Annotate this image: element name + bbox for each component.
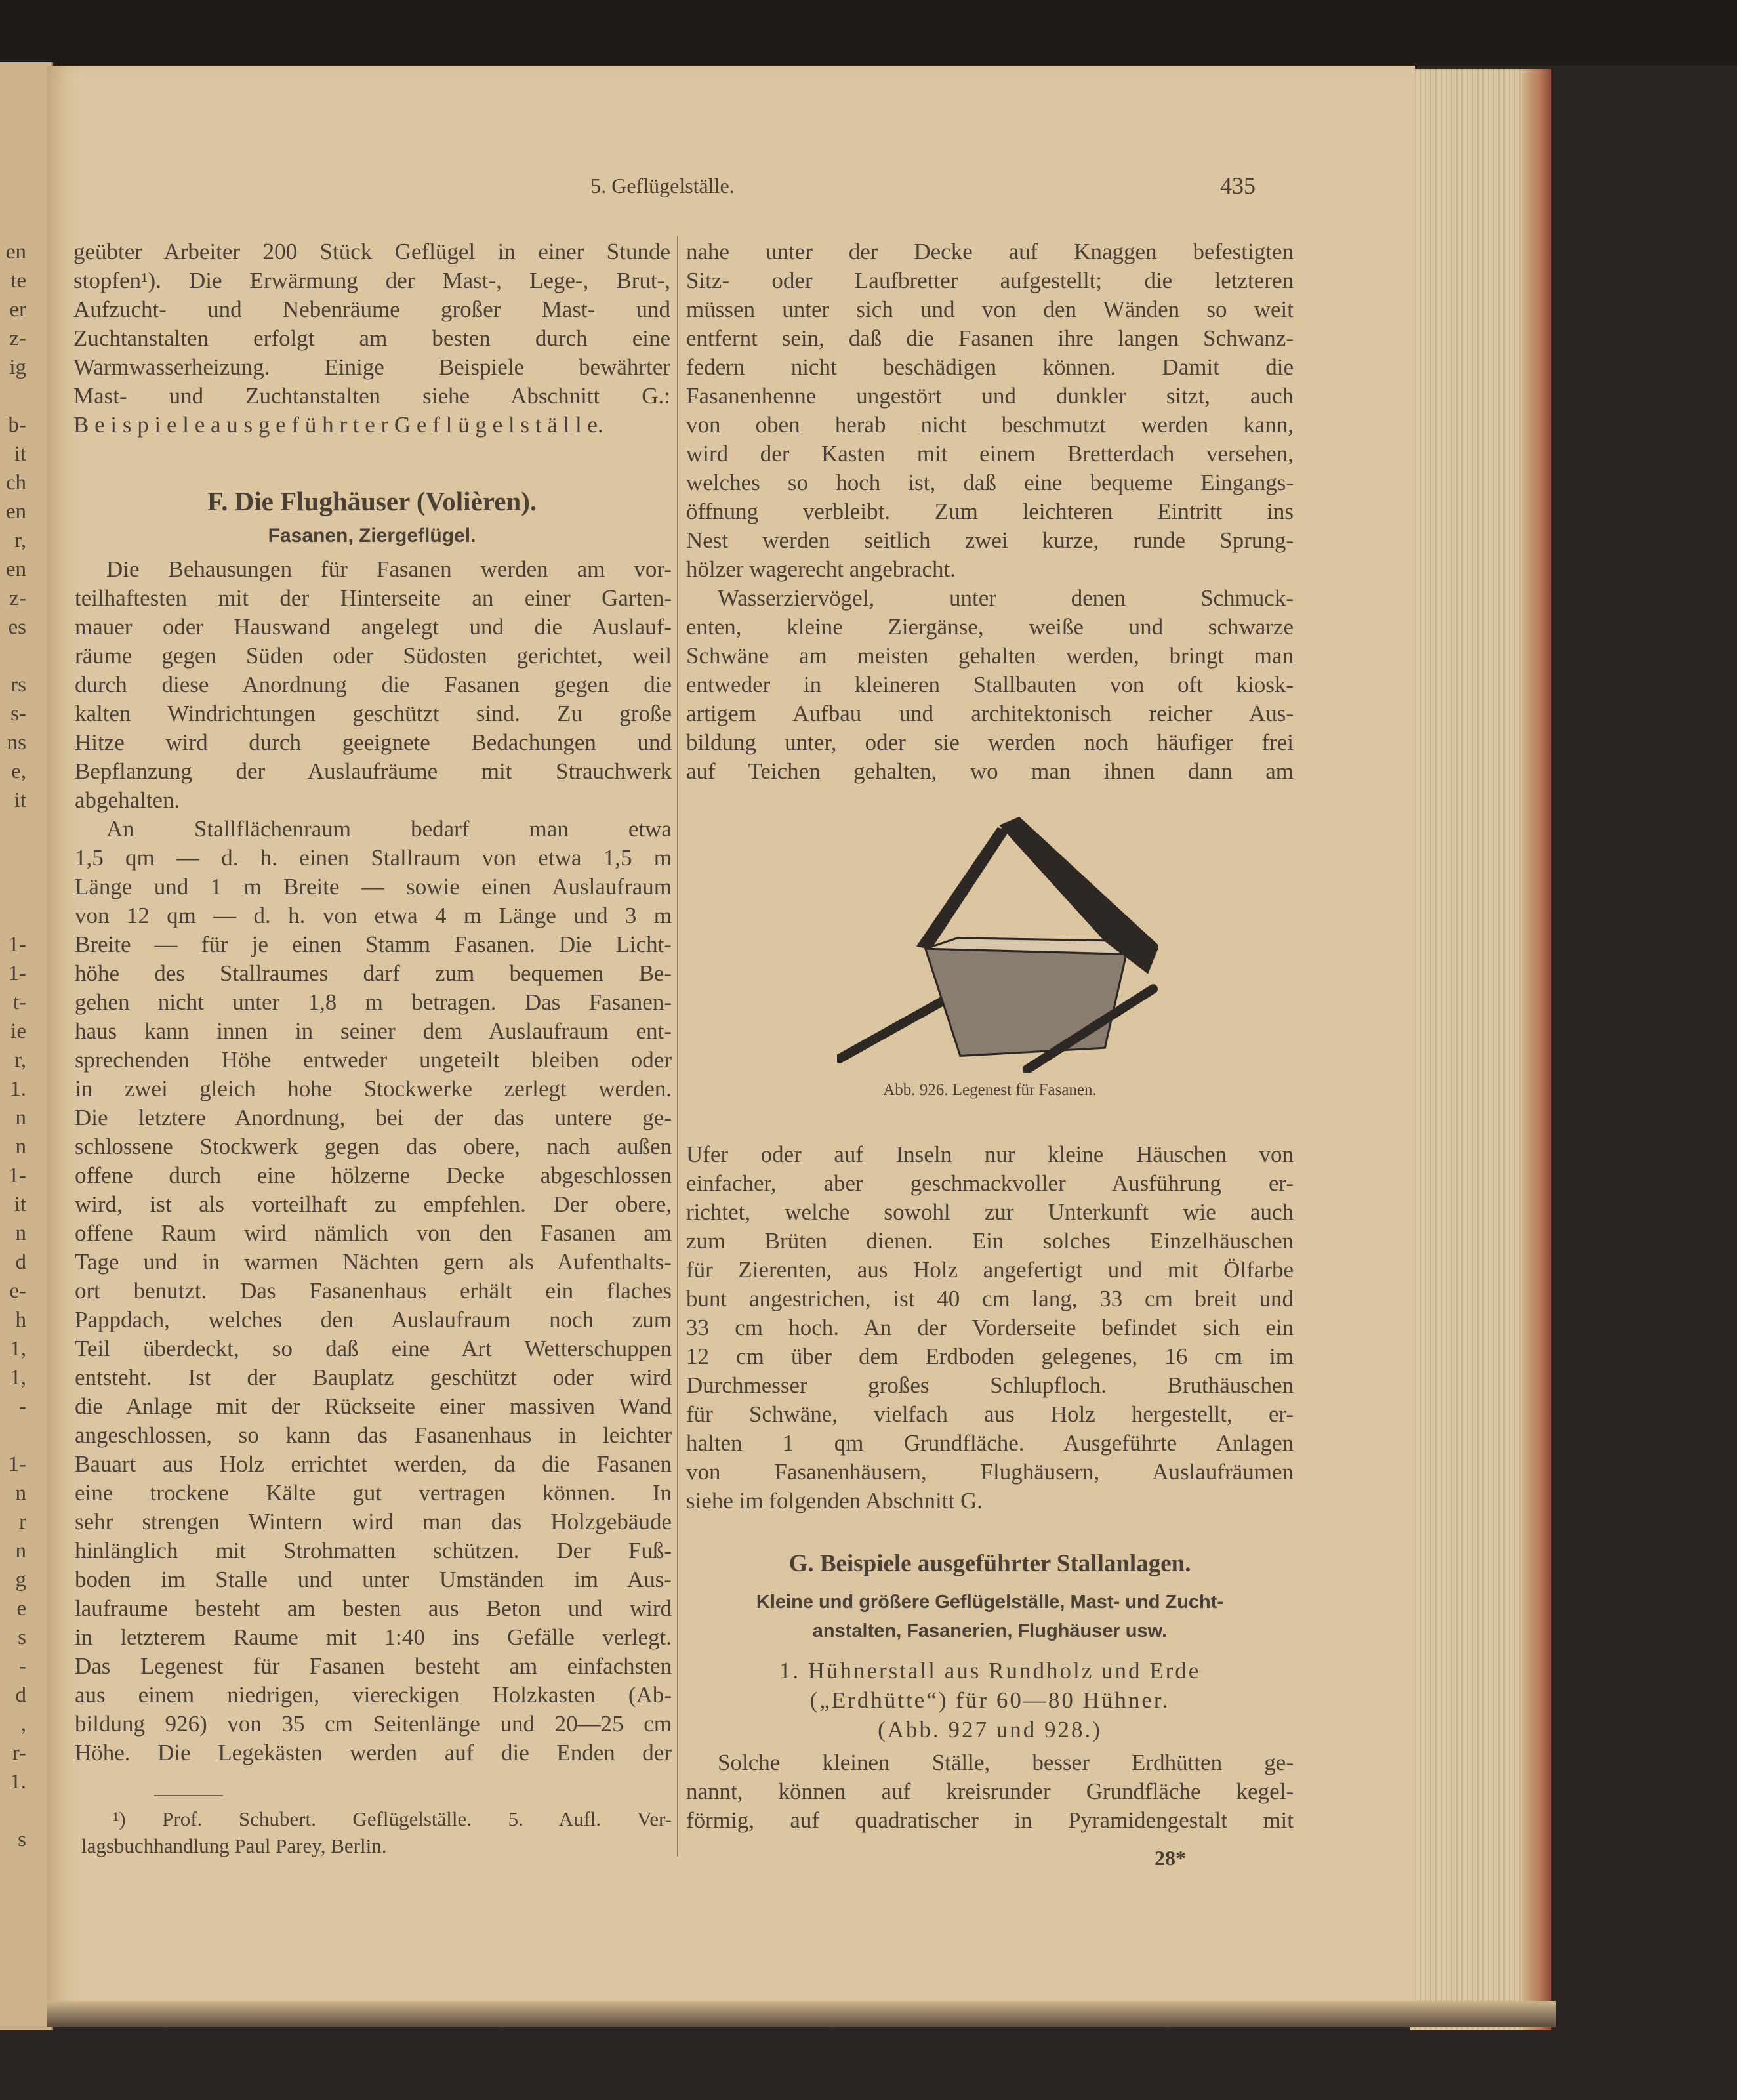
perch-left bbox=[840, 995, 955, 1059]
facing-page-fragment bbox=[0, 382, 26, 411]
right-column-body-middle bbox=[686, 1140, 1294, 1515]
text-line: höhe des Stallraumes darf zum bequemen Be- bbox=[75, 960, 672, 986]
text-line: laufraume besteht am besten aus Beton und wird bbox=[75, 1596, 672, 1621]
facing-page-fragment: en bbox=[5, 558, 26, 581]
text-line: räume gegen Süden oder Südosten gerichtet, weil bbox=[75, 643, 672, 669]
facing-page-fragment: s bbox=[18, 1626, 26, 1649]
facing-page-fragment: - bbox=[19, 1395, 26, 1418]
facing-page-fragment: er bbox=[9, 298, 26, 321]
text-line: Wasserziervögel, unter denen Schmuck- bbox=[718, 585, 1294, 611]
text-line: hinlänglich mit Strohmatten schützen. Der Fuß- bbox=[75, 1538, 672, 1563]
right-column-body-bottom bbox=[686, 1748, 1294, 1835]
text-line: 12 cm über dem Erdboden gelegenes, 16 cm im bbox=[686, 1344, 1294, 1369]
text-line: richtet, welche sowohl zur Unterkunft wie auch bbox=[686, 1199, 1294, 1225]
text-line: anstalten, Fasanerien, Flughäuser usw. bbox=[812, 1620, 1168, 1641]
text-line: hölzer wagerecht angebracht. bbox=[686, 556, 956, 582]
text-line: offene durch eine hölzerne Decke abgeschlossen bbox=[75, 1163, 672, 1188]
text-line: Die letztere Anordnung, bei der das untere ge- bbox=[75, 1105, 672, 1130]
text-line: geübter Arbeiter 200 Stück Geflügel in einer Stunde bbox=[73, 239, 670, 264]
text-line: für Schwäne, vielfach aus Holz hergestellt, er- bbox=[686, 1401, 1294, 1427]
text-line: sehr strengen Wintern wird man das Holzgebäude bbox=[75, 1509, 672, 1534]
facing-page-fragment bbox=[0, 1796, 26, 1825]
text-line: stopfen¹). Die Erwärmung der Mast-, Lege-, Brut-, bbox=[73, 268, 670, 293]
facing-page-fragment: g bbox=[15, 1568, 26, 1592]
facing-page-fragment: b- bbox=[8, 413, 26, 437]
facing-page-fragment: te bbox=[10, 269, 26, 293]
text-line: durch diese Anordnung die Fasanen gegen die bbox=[75, 672, 672, 697]
facing-page-fragment: d bbox=[15, 1250, 26, 1274]
signature-mark: 28* bbox=[1155, 1846, 1186, 1870]
facing-page-fragment: 1, bbox=[10, 1366, 26, 1390]
facing-page-fragment: r bbox=[19, 1510, 26, 1534]
text-line: öffnung verbleibt. Zum leichteren Eintritt ins bbox=[686, 499, 1294, 524]
text-line: ¹) Prof. Schubert. Geflügelställe. 5. Aufl. Ver- bbox=[113, 1807, 672, 1830]
text-line: B e i s p i e l e a u s g e f ü h r t e r G e f l ü g e l s t ä l l e. bbox=[73, 412, 603, 438]
text-line: bildung unter, oder sie werden noch häufiger frei bbox=[686, 730, 1294, 755]
facing-page-fragments bbox=[0, 237, 26, 1854]
facing-page-fragment: es bbox=[8, 615, 26, 639]
item-title-huehnerstall bbox=[686, 1656, 1294, 1744]
text-line: einfacher, aber geschmackvoller Ausführung er- bbox=[686, 1170, 1294, 1196]
facing-page-fragment: n bbox=[15, 1106, 26, 1130]
facing-page-fragment: 1. bbox=[10, 1077, 26, 1101]
scan-background-top bbox=[0, 0, 1737, 66]
text-line: 1,5 qm — d. h. einen Stallraum von etwa 1,5 m bbox=[75, 845, 672, 871]
text-line: aus einem niedrigen, viereckigen Holzkasten (Ab- bbox=[75, 1682, 672, 1708]
text-line: Nest werden seitlich zwei kurze, runde Sprung- bbox=[686, 527, 1294, 553]
left-column-intro bbox=[73, 237, 670, 440]
text-line: Fasanenhenne ungestört und dunkler sitzt, auch bbox=[686, 383, 1294, 409]
facing-page-fragment: 1- bbox=[8, 1164, 26, 1187]
text-line: die Anlage mit der Rückseite einer massiven Wand bbox=[75, 1393, 672, 1419]
text-line: angeschlossen, so kann das Fasanenhaus in leichter bbox=[75, 1422, 672, 1448]
facing-page-fragment bbox=[0, 642, 26, 670]
text-line: von oben herab nicht beschmutzt werden kann, bbox=[686, 412, 1294, 438]
text-line: in zwei gleich hohe Stockwerke zerlegt werden. bbox=[75, 1076, 672, 1101]
facing-page-fragment bbox=[0, 873, 26, 901]
facing-page-fragment: it bbox=[14, 442, 26, 466]
facing-page-fragment: en bbox=[5, 240, 26, 264]
text-line: nahe unter der Decke auf Knaggen befestigten bbox=[686, 239, 1294, 264]
text-line: Schwäne am meisten gehalten werden, bringt man bbox=[686, 643, 1294, 669]
text-line: abgehalten. bbox=[75, 787, 180, 813]
text-line: welches so hoch ist, daß eine bequeme Eingangs- bbox=[686, 470, 1294, 495]
facing-page-fragment: it bbox=[14, 1193, 26, 1216]
text-line: müssen unter sich und von den Wänden so weit bbox=[686, 297, 1294, 322]
facing-page-fragment: rs bbox=[10, 673, 26, 697]
text-line: eine trockene Kälte gut vertragen können. In bbox=[75, 1480, 672, 1506]
text-line: entsteht. Ist der Bauplatz geschützt oder wird bbox=[75, 1365, 672, 1390]
book-cover-edge bbox=[1522, 69, 1551, 2030]
facing-page-fragment: s bbox=[18, 1828, 26, 1851]
text-line: für Zierenten, aus Holz angefertigt und mit Ölfarbe bbox=[686, 1257, 1294, 1283]
facing-page-fragment: it bbox=[14, 789, 26, 812]
footnote bbox=[81, 1805, 672, 1859]
text-line: Sitz- oder Laufbretter aufgestellt; die letzteren bbox=[686, 268, 1294, 293]
text-line: auf Teichen gehalten, wo man ihnen dann am bbox=[686, 758, 1294, 784]
text-line: schlossene Stockwerk gegen das obere, nach außen bbox=[75, 1134, 672, 1159]
text-line: lagsbuchhandlung Paul Parey, Berlin. bbox=[81, 1834, 387, 1857]
text-line: Pappdach, welches den Auslaufraum noch zum bbox=[75, 1307, 672, 1332]
running-header: 5. Geflügelställe. bbox=[590, 174, 735, 197]
text-line: bunt angestrichen, ist 40 cm lang, 33 cm breit und bbox=[686, 1286, 1294, 1311]
text-line: wird der Kasten mit einem Bretterdach versehen, bbox=[686, 441, 1294, 466]
text-line: siehe im folgenden Abschnitt G. bbox=[686, 1488, 983, 1513]
text-line: Solche kleinen Ställe, besser Erdhütten ge- bbox=[718, 1750, 1294, 1775]
facing-page-fragment: z- bbox=[9, 587, 26, 610]
facing-page-fragment: n bbox=[15, 1539, 26, 1563]
facing-page-fragment: ns bbox=[7, 731, 26, 754]
facing-page-fragment: e bbox=[16, 1597, 26, 1620]
text-line: von 12 qm — d. h. von etwa 4 m Länge und 3 m bbox=[75, 903, 672, 928]
facing-page-fragment bbox=[0, 815, 26, 844]
text-line: Länge und 1 m Breite — sowie einen Auslaufraum bbox=[75, 874, 672, 899]
facing-page-fragment: en bbox=[5, 500, 26, 524]
text-line: ort benutzt. Das Fasanenhaus erhält ein flaches bbox=[75, 1278, 672, 1304]
text-line: (Abb. 927 und 928.) bbox=[878, 1717, 1102, 1742]
facing-page-fragment: 1- bbox=[8, 933, 26, 957]
facing-page-fragment: t- bbox=[12, 991, 26, 1014]
page-bottom-shadow bbox=[47, 2001, 1556, 2027]
facing-page-fragment: - bbox=[19, 1655, 26, 1678]
facing-page-fragment: 1, bbox=[10, 1337, 26, 1361]
text-line: mauer oder Hauswand angelegt und die Auslauf- bbox=[75, 614, 672, 640]
text-line: halten 1 qm Grundfläche. Ausgeführte Anlagen bbox=[686, 1430, 1294, 1456]
facing-page-fragment: 1- bbox=[8, 962, 26, 985]
text-line: Kleine und größere Geflügelställe, Mast- und Zucht- bbox=[756, 1592, 1224, 1613]
text-line: teilhaftesten mit der Hinterseite an einer Garten- bbox=[75, 585, 672, 611]
text-line: An Stallflächenraum bedarf man etwa bbox=[106, 816, 672, 842]
text-line: federn nicht beschädigen können. Damit die bbox=[686, 354, 1294, 380]
page-number: 435 bbox=[1220, 173, 1256, 199]
legenest-illustration bbox=[837, 817, 1158, 1073]
text-line: kalten Windrichtungen geschützt sind. Zu große bbox=[75, 701, 672, 726]
text-line: 1. Hühnerstall aus Rundholz und Erde bbox=[779, 1658, 1201, 1683]
facing-page-fragment: e- bbox=[9, 1279, 26, 1303]
text-line: wird, ist als vorteilhaft zu empfehlen. Der obere, bbox=[75, 1191, 672, 1217]
facing-page-fragment: r, bbox=[14, 529, 26, 552]
right-column-body-top bbox=[686, 237, 1294, 786]
roof-board-left bbox=[918, 828, 1009, 949]
nest-box bbox=[926, 949, 1126, 1056]
text-line: Das Legenest für Fasanen besteht am einfachsten bbox=[75, 1653, 672, 1679]
facing-page-fragment: 1- bbox=[8, 1452, 26, 1476]
text-line: Höhe. Die Legekästen werden auf die Enden der bbox=[75, 1740, 672, 1765]
section-subheading-g bbox=[686, 1588, 1294, 1645]
text-line: Teil überdeckt, so daß eine Art Wetterschuppen bbox=[75, 1336, 672, 1361]
facing-page-fragment: ie bbox=[10, 1019, 26, 1043]
facing-page-fragment: 1. bbox=[10, 1770, 26, 1794]
facing-page-fragment: h bbox=[15, 1308, 26, 1332]
facing-page-fragment: ig bbox=[9, 356, 26, 379]
text-line: („Erdhütte“) für 60—80 Hühner. bbox=[809, 1687, 1170, 1713]
facing-page-fragment bbox=[0, 844, 26, 873]
text-line: gehen nicht unter 1,8 m betragen. Das Fasanen- bbox=[75, 989, 672, 1015]
text-line: Mast- und Zuchtanstalten siehe Abschnitt G.: bbox=[73, 383, 670, 409]
text-line: offene Raum wird nämlich von den Fasanen am bbox=[75, 1220, 672, 1246]
text-line: bildung 926) von 35 cm Seitenlänge und 20—25 cm bbox=[75, 1711, 672, 1737]
text-line: entweder in kleineren Stallbauten von oft kiosk- bbox=[686, 672, 1294, 697]
facing-page-fragment: r- bbox=[12, 1741, 26, 1765]
text-line: Ufer oder auf Inseln nur kleine Häuschen von bbox=[686, 1142, 1294, 1167]
text-line: förmig, auf quadratischer in Pyramidengestalt mit bbox=[686, 1807, 1294, 1833]
text-line: entfernt sein, daß die Fasanen ihre langen Schwanz- bbox=[686, 325, 1294, 351]
text-line: boden im Stalle und unter Umständen im Aus- bbox=[75, 1567, 672, 1592]
text-line: artigem Aufbau und architektonisch reicher Aus- bbox=[686, 701, 1294, 726]
text-line: von Fasanenhäusern, Flughäusern, Auslaufräumen bbox=[686, 1459, 1294, 1485]
text-line: Die Behausungen für Fasanen werden am vor- bbox=[106, 556, 672, 582]
facing-page-fragment bbox=[0, 901, 26, 930]
text-line: haus kann innen in seiner dem Auslaufraum ent- bbox=[75, 1018, 672, 1044]
figure-caption: Abb. 926. Legenest für Fasanen. bbox=[883, 1081, 1097, 1099]
facing-page-fragment: , bbox=[20, 1712, 26, 1736]
text-line: in letzterem Raume mit 1:40 ins Gefälle verlegt. bbox=[75, 1624, 672, 1650]
text-line: Bepflanzung der Auslaufräume mit Strauchwerk bbox=[75, 758, 672, 784]
text-line: Warmwasserheizung. Einige Beispiele bewährter bbox=[73, 354, 670, 380]
facing-page-fragment: z- bbox=[9, 327, 26, 350]
text-line: 33 cm hoch. An der Vorderseite befindet sich ein bbox=[686, 1315, 1294, 1340]
section-heading-f: F. Die Flughäuser (Volièren). bbox=[207, 486, 537, 516]
text-line: Durchmesser großes Schlupfloch. Bruthäuschen bbox=[686, 1372, 1294, 1398]
facing-page-fragment: n bbox=[15, 1481, 26, 1505]
facing-page-fragment: e, bbox=[11, 760, 26, 783]
section-subheading-f: Fasanen, Ziergeflügel. bbox=[268, 525, 476, 546]
facing-page-fragment: r, bbox=[14, 1048, 26, 1072]
facing-page-fragment: n bbox=[15, 1222, 26, 1245]
section-heading-g: G. Beispiele ausgeführter Stallanlagen. bbox=[788, 1550, 1191, 1577]
left-column-body bbox=[75, 555, 672, 1767]
facing-page-fragment: ch bbox=[5, 471, 26, 495]
text-line: Zuchtanstalten erfolgt am besten durch eine bbox=[73, 325, 670, 351]
text-line: Tage und in warmen Nächten gern als Aufenthalts- bbox=[75, 1249, 672, 1275]
text-line: Aufzucht- und Nebenräume großer Mast- und bbox=[73, 297, 670, 322]
facing-page-fragment: s- bbox=[10, 702, 26, 726]
text-line: Breite — für je einen Stamm Fasanen. Die Licht- bbox=[75, 932, 672, 957]
text-line: nannt, können auf kreisrunder Grundfläche kegel- bbox=[686, 1779, 1294, 1804]
text-line: enten, kleine Ziergänse, weiße und schwarze bbox=[686, 614, 1294, 640]
facing-page-fragment bbox=[0, 1421, 26, 1450]
text-line: Bauart aus Holz errichtet werden, da die Fasanen bbox=[75, 1451, 672, 1477]
figure-legenest bbox=[837, 817, 1158, 1073]
text-line: Hitze wird durch geeignete Bedachungen und bbox=[75, 730, 672, 755]
text-line: zum Brüten dienen. Ein solches Einzelhäuschen bbox=[686, 1228, 1294, 1254]
text-line: sprechenden Höhe entweder ungeteilt bleiben oder bbox=[75, 1047, 672, 1073]
column-divider bbox=[677, 236, 678, 1857]
facing-page-fragment: n bbox=[15, 1135, 26, 1159]
footnote-rule bbox=[154, 1795, 223, 1796]
facing-page-fragment: d bbox=[15, 1683, 26, 1707]
